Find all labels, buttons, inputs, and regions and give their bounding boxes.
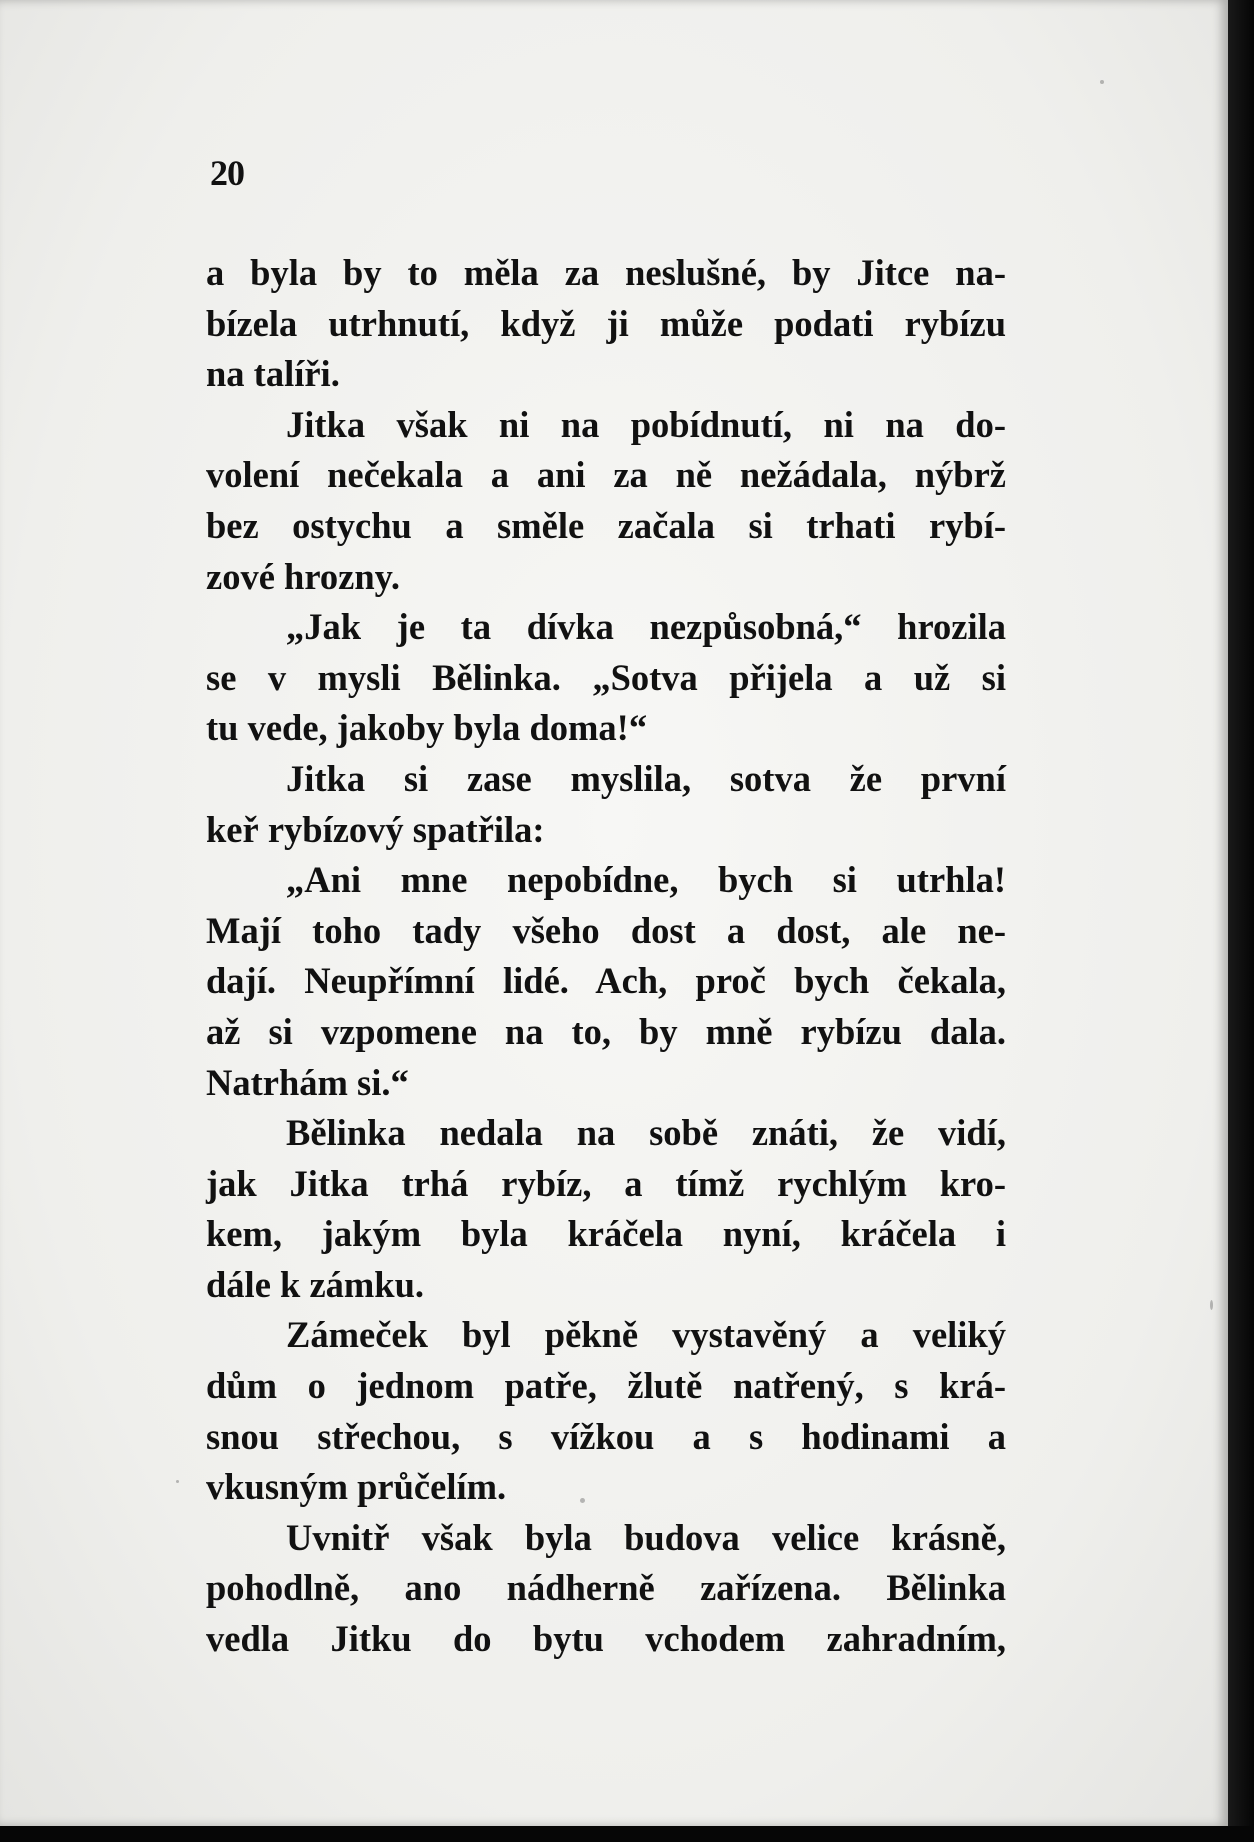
text-line: pohodlně, ano nádherně zařízena. Bělinka [206,1567,1006,1609]
text-line: snou střechou, s vížkou a s hodinami a [206,1415,1006,1457]
text-line: keř rybízový spatřila: [206,808,545,850]
text-line: Jitka si zase myslila, sotva že první [286,757,1006,799]
text-line: se v mysli Bělinka. „Sotva přijela a už si [206,656,1006,698]
text-line: tu vede, jakoby byla doma!“ [206,707,648,749]
text-line: kem, jakým byla kráčela nyní, kráčela i [206,1213,1006,1255]
text-line: Bělinka nedala na sobě znáti, že vidí, [286,1112,1006,1154]
text-line: bízela utrhnutí, když ji může podati rybízu [206,302,1006,344]
text-line: zové hrozny. [206,555,400,597]
text-line: na talíři. [206,353,340,395]
text-line: dále k zámku. [206,1263,425,1305]
text-line: vkusným průčelím. [206,1466,507,1508]
text-line: „Jak je ta dívka nezpůsobná,“ hrozila [286,606,1006,648]
text-line: dům o jednom patře, žlutě natřený, s krá- [206,1365,1006,1407]
text-line: Mají toho tady všeho dost a dost, ale ne- [206,909,1006,951]
scan-speck [176,1480,179,1483]
scan-speck [1210,1300,1213,1310]
page-edge-right [1228,0,1254,1842]
page-number: 20 [210,153,244,193]
text-line: až si vzpomene na to, by mně rybízu dala. [206,1010,1006,1052]
text-line: dají. Neupřímní lidé. Ach, proč bych čekala, [206,960,1006,1002]
page-edge-bottom [0,1826,1254,1842]
text-line: a byla by to měla za neslušné, by Jitce na- [206,252,1006,293]
body-text [206,248,1006,1665]
text-line: bez ostychu a směle začala si trhati rybí- [206,504,1006,546]
text-line: volení nečekala a ani za ně nežádala, nýbrž [206,454,1006,496]
scan-speck [1100,80,1104,84]
text-line: jak Jitka trhá rybíz, a tímž rychlým kro- [206,1162,1006,1204]
scan-speck [580,1498,585,1503]
text-line: „Ani mne nepobídne, bych si utrhla! [286,859,1006,901]
text-line: Natrhám si.“ [206,1061,409,1103]
text-line: Zámeček byl pěkně vystavěný a veliký [286,1314,1006,1356]
text-line: Uvnitř však byla budova velice krásně, [286,1516,1006,1558]
text-line: Jitka však ni na pobídnutí, ni na do- [286,403,1006,445]
text-line: vedla Jitku do bytu vchodem zahradním, [206,1618,1006,1660]
